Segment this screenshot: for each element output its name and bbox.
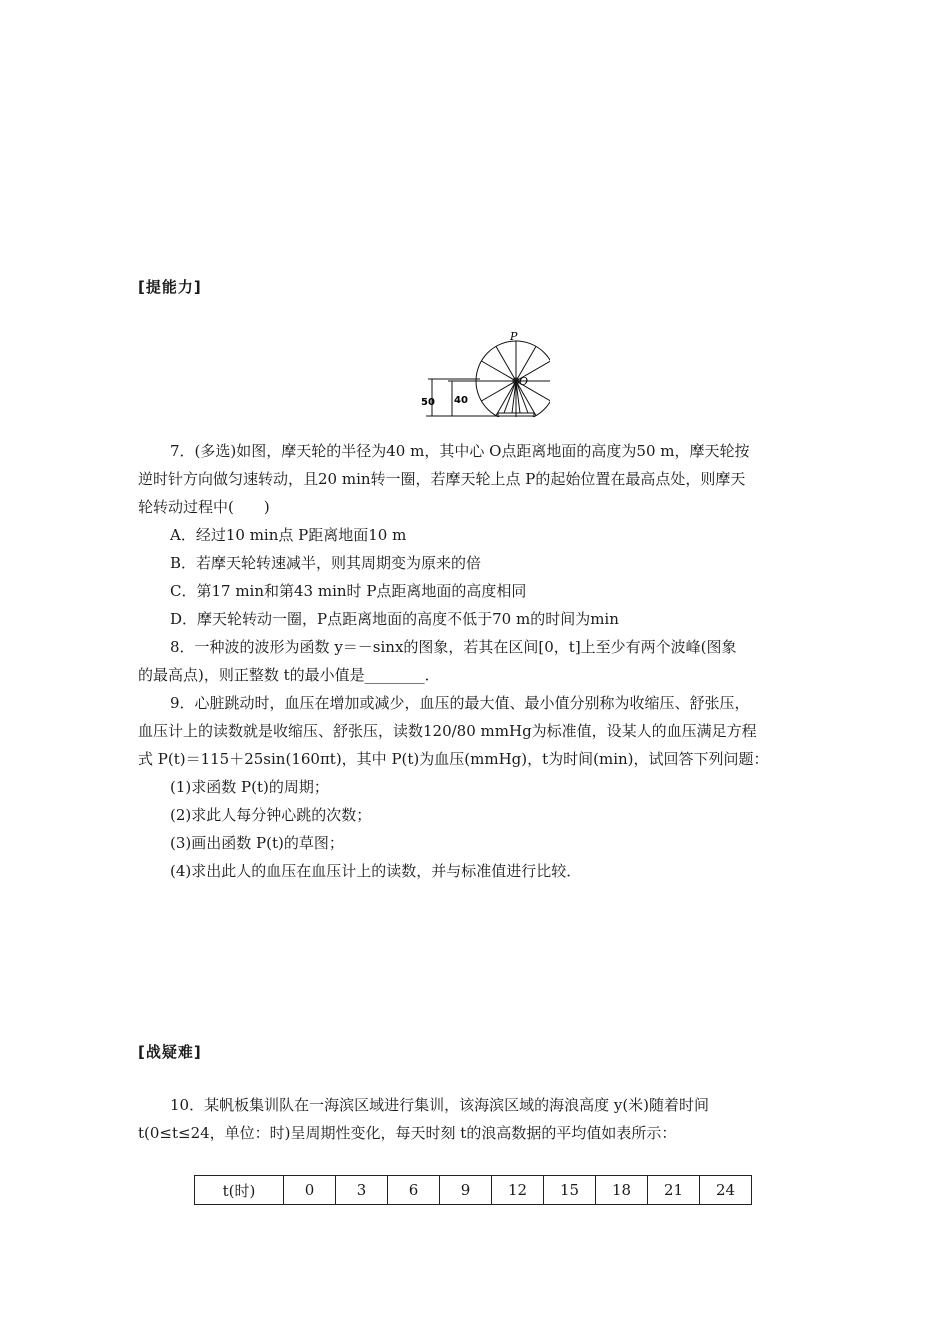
table-cell: 21 xyxy=(648,1176,700,1205)
q9-line-3: 式 P(t)＝115＋25sin(160πt)，其中 P(t)为血压(mmHg)，t为时间(min)，试回答下列问题： xyxy=(138,750,769,768)
section-title-improve: [提能力] xyxy=(138,278,202,296)
table-cell: 0 xyxy=(284,1176,336,1205)
table-header-cell: t(时) xyxy=(195,1176,284,1205)
q7-option-c: C．第17 min和第43 min时 P点距离地面的高度相同 xyxy=(170,582,527,600)
q10-line-1: 10．某帆板集训队在一海滨区域进行集训，该海滨区域的海浪高度 y(米)随着时间 xyxy=(170,1096,710,1114)
q7-option-d: D．摩天轮转动一圈，P点距离地面的高度不低于70 m的时间为min xyxy=(170,610,619,628)
q9-sub-3: (3)画出函数 P(t)的草图； xyxy=(170,834,344,852)
ferris-wheel-figure xyxy=(420,327,550,417)
q7-option-a: A．经过10 min点 P距离地面10 m xyxy=(170,526,407,544)
table-cell: 3 xyxy=(336,1176,388,1205)
q7-line-3: 轮转动过程中( ) xyxy=(138,498,270,516)
q10-line-2: t(0≤t≤24，单位：时)呈周期性变化，每天时刻 t的浪高数据的平均值如表所示： xyxy=(138,1124,677,1142)
table-cell: 6 xyxy=(388,1176,440,1205)
label-40: 40 xyxy=(454,395,468,406)
q8-line-2: 的最高点)，则正整数 t的最小值是________． xyxy=(138,666,440,684)
q9-line-1: 9．心脏跳动时，血压在增加或减少，血压的最大值、最小值分别称为收缩压、舒张压， xyxy=(170,694,750,712)
table-cell: 24 xyxy=(700,1176,752,1205)
label-p: P xyxy=(510,330,518,343)
table-cell: 12 xyxy=(492,1176,544,1205)
table-cell: 18 xyxy=(596,1176,648,1205)
q9-line-2: 血压计上的读数就是收缩压、舒张压，读数120/80 mmHg为标准值，设某人的血压满足方程 xyxy=(138,722,757,740)
section-title-challenge: [战疑难] xyxy=(138,1043,202,1061)
q9-sub-2: (2)求此人每分钟心跳的次数； xyxy=(170,806,372,824)
table-row xyxy=(195,1176,752,1205)
q7-line-1: 7．(多选)如图，摩天轮的半径为40 m，其中心 O点距离地面的高度为50 m，摩天轮按 xyxy=(170,442,750,460)
table-cell: 15 xyxy=(544,1176,596,1205)
q9-sub-4: (4)求出此人的血压在血压计上的读数，并与标准值进行比较． xyxy=(170,862,582,880)
label-50: 50 xyxy=(421,397,435,408)
q9-sub-1: (1)求函数 P(t)的周期； xyxy=(170,778,329,796)
label-o: O xyxy=(519,375,529,388)
q8-line-1: 8．一种波的波形为函数 y＝－sinx的图象，若其在区间[0，t]上至少有两个波峰(图象 xyxy=(170,638,737,656)
q7-option-b: B．若摩天轮转速减半，则其周期变为原来的倍 xyxy=(170,554,482,572)
wave-data-table xyxy=(194,1175,752,1205)
q7-line-2: 逆时针方向做匀速转动，且20 min转一圈，若摩天轮上点 P的起始位置在最高点处，则摩天 xyxy=(138,470,746,488)
table-cell: 9 xyxy=(440,1176,492,1205)
